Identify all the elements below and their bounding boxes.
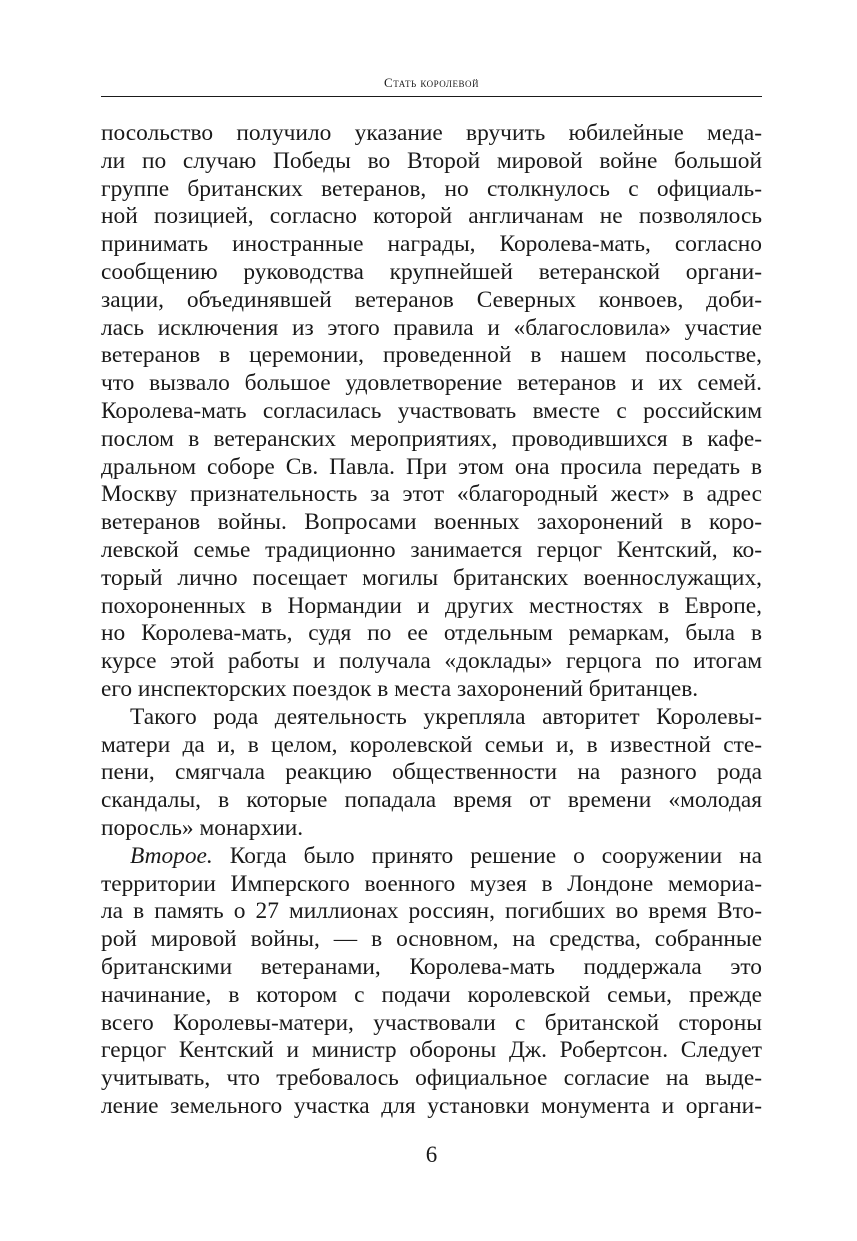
text-line: всего Королевы-матери, участвовали с британской стороны [101, 1009, 762, 1036]
text-line-lead [101, 843, 762, 871]
body-text [101, 120, 762, 1121]
text-line: курсе этой работы и получала «доклады» герцога по итогам [101, 648, 762, 675]
text-line: пени, смягчала реакцию общественности на разного рода [101, 759, 762, 786]
header-rule [101, 96, 762, 97]
text-line: его инспекторских поездок в места захоронений британцев. [101, 675, 699, 702]
text-line: Москву признательность за этот «благородный жест» в адрес [101, 481, 762, 508]
text-line: похороненных в Нормандии и других местностях в Европе, [101, 592, 762, 619]
text-line: рой мировой войны, — в основном, на средства, собранные [101, 926, 762, 953]
text-line: группе британских ветеранов, но столкнулось с официаль- [101, 175, 762, 202]
text-line: дральном соборе Св. Павла. При этом она просила передать в [101, 453, 762, 480]
text-line: ление земельного участка для установки монумента и органи- [101, 1092, 762, 1119]
text-line: поросль» монархии. [101, 814, 304, 841]
lead-rest: Когда было принято решение о сооружении на [212, 842, 762, 869]
running-head: Стать королевой [384, 75, 479, 90]
text-line: левской семье традиционно занимается герцог Кентский, ко- [101, 536, 762, 563]
lead-italic: Второе. [130, 842, 213, 869]
text-line: британскими ветеранами, Королева-мать поддержала это [101, 953, 762, 980]
text-line: ветеранов в церемонии, проведенной в нашем посольстве, [101, 342, 762, 369]
paragraph [101, 704, 762, 843]
text-line: лась исключения из этого правила и «благословила» участие [101, 314, 762, 341]
text-line: посольство получило указание вручить юбилейные меда- [101, 120, 762, 146]
text-line: ли по случаю Победы во Второй мировой войне большой [101, 147, 762, 174]
text-line: послом в ветеранских мероприятиях, проводившихся в кафе- [101, 425, 762, 452]
paragraph [101, 843, 762, 1121]
text-line: принимать иностранные награды, Королева-мать, согласно [101, 231, 762, 258]
text-line: герцог Кентский и министр обороны Дж. Робертсон. Следует [101, 1037, 762, 1064]
text-line: скандалы, в которые попадала время от времени «молодая [101, 787, 762, 814]
text-line: ветеранов войны. Вопросами военных захоронений в коро- [101, 509, 762, 536]
text-line: территории Имперского военного музея в Лондоне мемориа- [101, 870, 762, 897]
text-line: торый лично посещает могилы британских военнослужащих, [101, 564, 762, 591]
text-line: Такого рода деятельность укрепляла авторитет Королевы- [130, 703, 762, 730]
text-line: ла в память о 27 миллионах россиян, погибших во время Вто- [101, 898, 762, 925]
paragraph [101, 120, 762, 704]
page-number: 6 [425, 1142, 438, 1167]
text-line: что вызвало большое удовлетворение ветеранов и их семей. [101, 370, 762, 397]
text-line: начинание, в котором с подачи королевской семьи, прежде [101, 981, 762, 1008]
text-line: ной позицией, согласно которой англичанам не позволялось [101, 203, 762, 230]
text-line: сообщению руководства крупнейшей ветеранской органи- [101, 258, 762, 285]
text-line: матери да и, в целом, королевской семьи и, в известной сте- [101, 731, 762, 758]
text-line: зации, объединявшей ветеранов Северных конвоев, доби- [101, 286, 762, 313]
text-line: но Королева-мать, судя по ее отдельным ремаркам, была в [101, 620, 762, 647]
text-line: учитывать, что требовалось официальное согласие на выде- [101, 1065, 762, 1092]
text-line: Королева-мать согласилась участвовать вместе с российским [101, 397, 762, 424]
